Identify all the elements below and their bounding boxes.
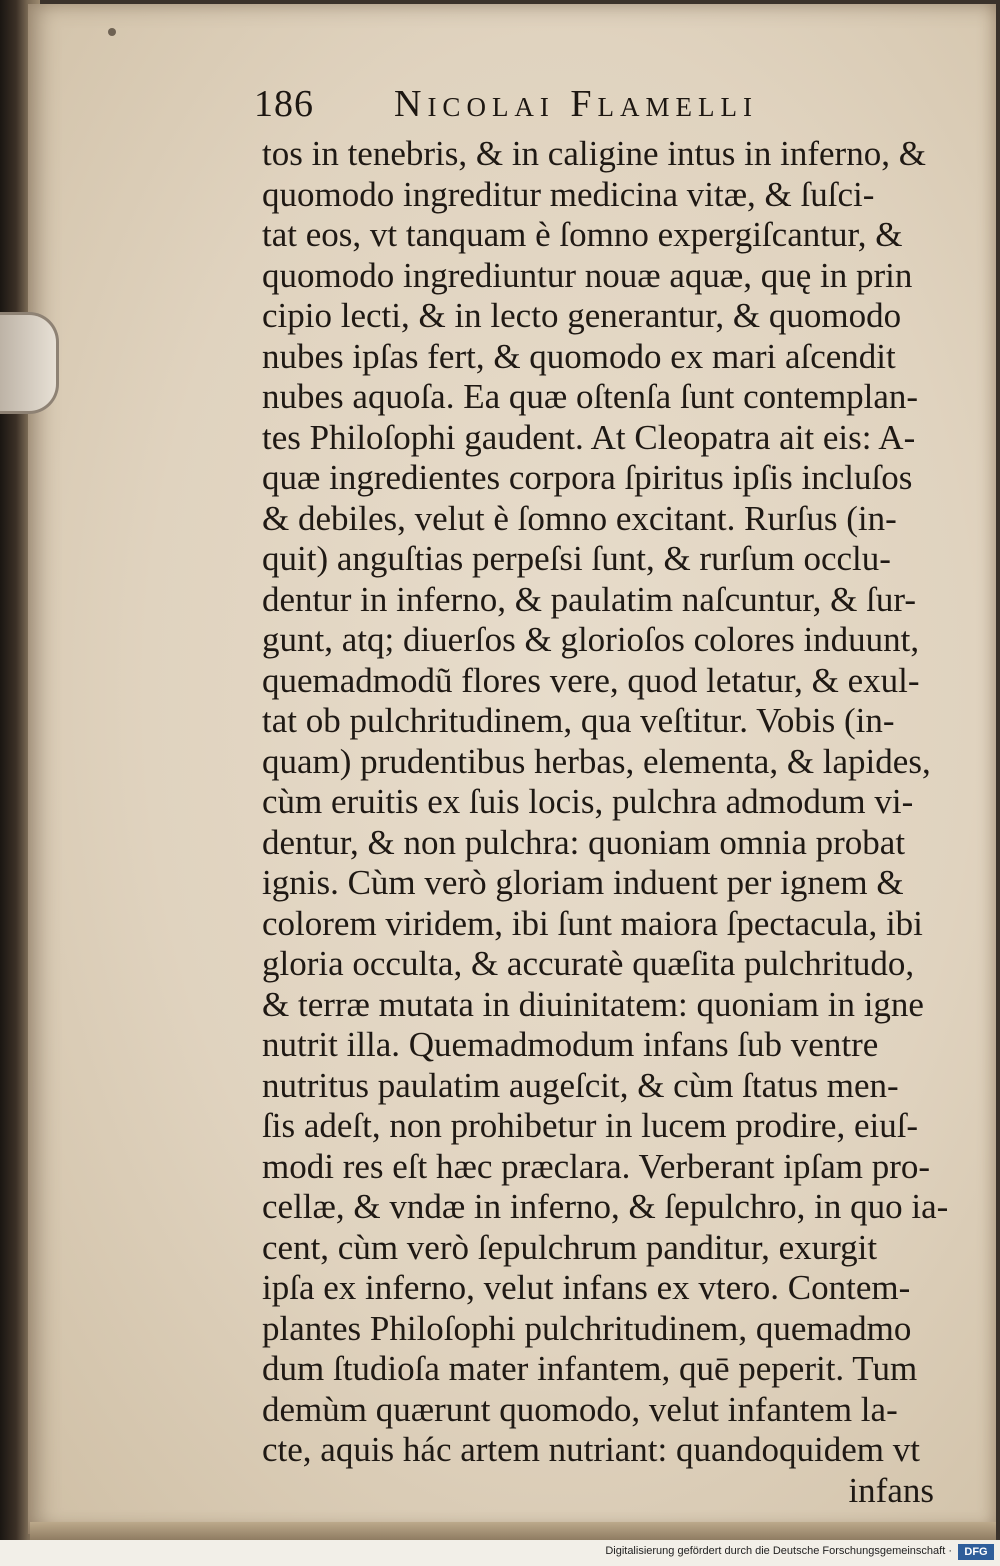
text-line: dentur in inferno, & paulatim naſcuntur, & ſur- — [262, 579, 916, 619]
text-line: cent, cùm verò ſepulchrum panditur, exurgit — [262, 1227, 878, 1267]
text-line: quæ ingredientes corpora ſpiritus ipſis incluſos — [262, 458, 913, 497]
text-line: dum ſtudioſa mater infantem, quē peperit. Tum — [262, 1349, 918, 1388]
text-line: tat ob pulchritudinem, qua veſtitur. Vobis (in- — [262, 701, 895, 740]
catchword: infans — [848, 1470, 934, 1510]
text-line: cte, aquis hác artem nutriant: quandoquidem vt — [262, 1430, 920, 1469]
text-line: ſis adeſt, non prohibetur in lucem prodire, eiuſ- — [262, 1106, 919, 1145]
running-head: Nicolai Flamelli — [394, 83, 759, 125]
text-line: quam) prudentibus herbas, elementa, & lapides, — [262, 741, 931, 781]
page-header — [254, 82, 854, 132]
text-line: & terræ mutata in diuinitatem: quoniam in igne — [262, 984, 924, 1024]
text-line: cipio lecti, & in lecto generantur, & quomodo — [262, 296, 902, 335]
dfg-logo: DFG — [958, 1544, 994, 1560]
text-line: demùm quærunt quomodo, velut infantem la- — [262, 1389, 898, 1429]
text-line: dentur, & non pulchra: quoniam omnia probat — [262, 822, 906, 862]
text-line: nutritus paulatim augeſcit, & cùm ſtatus men- — [262, 1065, 899, 1105]
page-stack-edge — [30, 1522, 996, 1540]
text-line: cùm eruitis ex ſuis locis, pulchra admodum vi- — [262, 782, 914, 821]
funding-credit: Digitalisierung gefördert durch die Deutsche Forschungsgemeinschaft · — [605, 1545, 952, 1557]
text-line: plantes Philoſophi pulchritudinem, quemadmo — [262, 1308, 912, 1348]
text-line: gloria occulta, & accuratè quæſita pulchritudo, — [262, 944, 915, 983]
text-line: quemadmodũ flores vere, quod letatur, & exul- — [262, 660, 920, 700]
page-number: 186 — [254, 83, 314, 125]
text-line: modi res eſt hæc præclara. Verberant ipſam pro- — [262, 1146, 931, 1186]
text-line: quomodo ingrediuntur nouæ aquæ, quę in prin — [262, 255, 913, 295]
text-line: tos in tenebris, & in caligine intus in inferno, & — [262, 134, 926, 173]
digitization-footer — [0, 1540, 1000, 1566]
text-line: gunt, atq; diuerſos & glorioſos colores induunt, — [262, 620, 920, 659]
text-line: ignis. Cùm verò gloriam induent per ignem & — [262, 863, 904, 902]
text-line: nubes ipſas fert, & quomodo ex mari aſcendit — [262, 336, 896, 376]
body-text — [262, 134, 949, 1511]
text-line: nubes aquoſa. Ea quæ oſtenſa ſunt contemplan- — [262, 377, 919, 416]
paper-blemish — [108, 28, 116, 36]
text-line: tes Philoſophi gaudent. At Cleopatra ait eis: A- — [262, 417, 916, 457]
text-line: colorem viridem, ibi ſunt maiora ſpectacula, ibi — [262, 903, 923, 943]
text-line: quomodo ingreditur medicina vitæ, & ſuſci- — [262, 174, 875, 214]
page-clip — [0, 312, 59, 414]
text-line: ipſa ex inferno, velut infans ex vtero. Contem- — [262, 1268, 911, 1307]
text-line: cellæ, & vndæ in inferno, & ſepulchro, in quo ia- — [262, 1187, 949, 1226]
text-line: nutrit illa. Quemadmodum infans ſub ventre — [262, 1025, 879, 1064]
text-line: tat eos, vt tanquam è ſomno expergiſcantur, & — [262, 215, 903, 254]
text-line: & debiles, velut è ſomno excitant. Rurſus (in- — [262, 498, 897, 538]
text-line: quit) anguſtias perpeſsi ſunt, & rurſum occlu- — [262, 539, 891, 578]
